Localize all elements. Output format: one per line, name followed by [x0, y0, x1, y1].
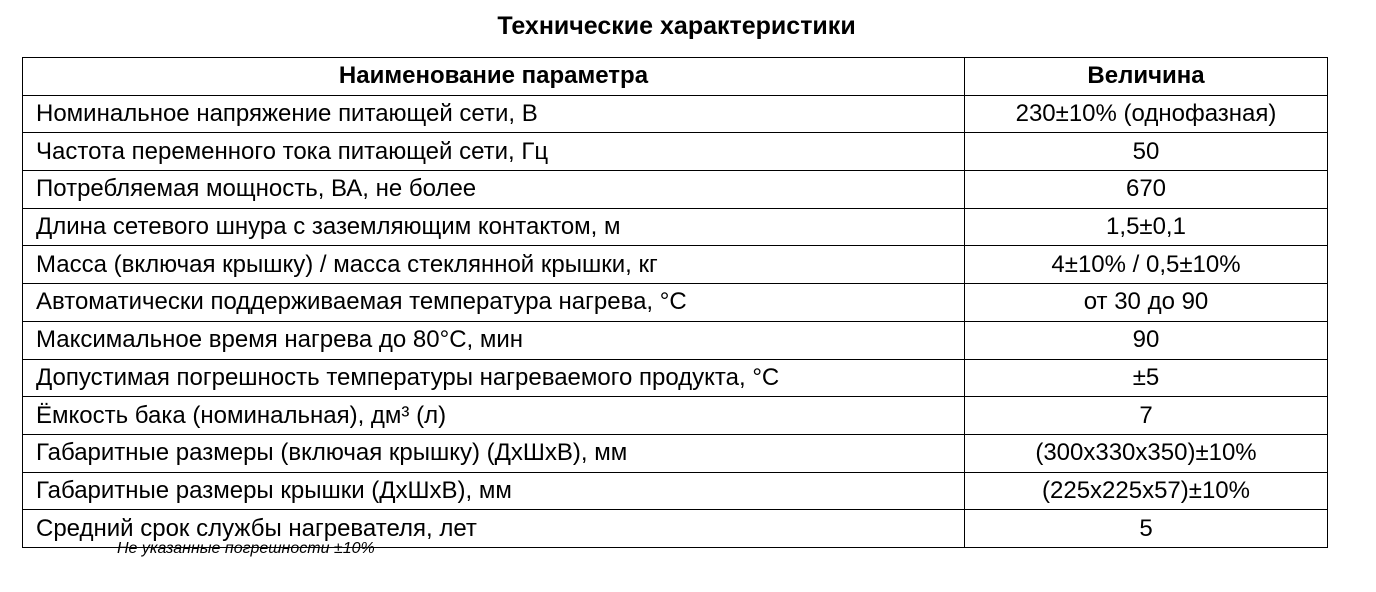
parameter-cell: Максимальное время нагрева до 80°С, мин [23, 321, 965, 359]
parameter-cell: Номинальное напряжение питающей сети, В [23, 95, 965, 133]
parameter-cell: Допустимая погрешность температуры нагреваемого продукта, °С [23, 359, 965, 397]
value-cell: 90 [965, 321, 1328, 359]
value-cell: ±5 [965, 359, 1328, 397]
parameter-cell: Средний срок службы нагревателя, лет [23, 510, 965, 548]
table-row [23, 171, 1328, 209]
parameter-cell: Ёмкость бака (номинальная), дм³ (л) [23, 397, 965, 435]
value-cell: 5 [965, 510, 1328, 548]
column-header-parameter: Наименование параметра [23, 58, 965, 96]
footnote: Не указанные погрешности ±10% [117, 540, 375, 557]
column-header-value: Величина [965, 58, 1328, 96]
parameter-cell: Автоматически поддерживаемая температура нагрева, °С [23, 284, 965, 322]
parameter-cell: Частота переменного тока питающей сети, Гц [23, 133, 965, 171]
table-row [23, 321, 1328, 359]
value-cell: 670 [965, 171, 1328, 209]
parameter-cell: Габаритные размеры (включая крышку) (ДхШхВ), мм [23, 434, 965, 472]
parameter-cell: Потребляемая мощность, ВА, не более [23, 171, 965, 209]
table-row [23, 208, 1328, 246]
table-header-row [23, 58, 1328, 96]
value-cell: (300x330x350)±10% [965, 434, 1328, 472]
parameter-cell: Масса (включая крышку) / масса стеклянной крышки, кг [23, 246, 965, 284]
value-cell: 1,5±0,1 [965, 208, 1328, 246]
value-cell: 50 [965, 133, 1328, 171]
table-row [23, 284, 1328, 322]
page-title: Технические характеристики [497, 12, 856, 40]
value-cell: 7 [965, 397, 1328, 435]
value-cell: от 30 до 90 [965, 284, 1328, 322]
parameter-cell: Длина сетевого шнура с заземляющим контактом, м [23, 208, 965, 246]
value-cell: (225x225x57)±10% [965, 472, 1328, 510]
table-row [23, 472, 1328, 510]
table-row [23, 359, 1328, 397]
table-row [23, 95, 1328, 133]
value-cell: 230±10% (однофазная) [965, 95, 1328, 133]
table-row [23, 133, 1328, 171]
parameter-cell: Габаритные размеры крышки (ДхШхВ), мм [23, 472, 965, 510]
value-cell: 4±10% / 0,5±10% [965, 246, 1328, 284]
specifications-table [22, 57, 1328, 548]
table-row [23, 397, 1328, 435]
table-row [23, 246, 1328, 284]
table-row [23, 434, 1328, 472]
